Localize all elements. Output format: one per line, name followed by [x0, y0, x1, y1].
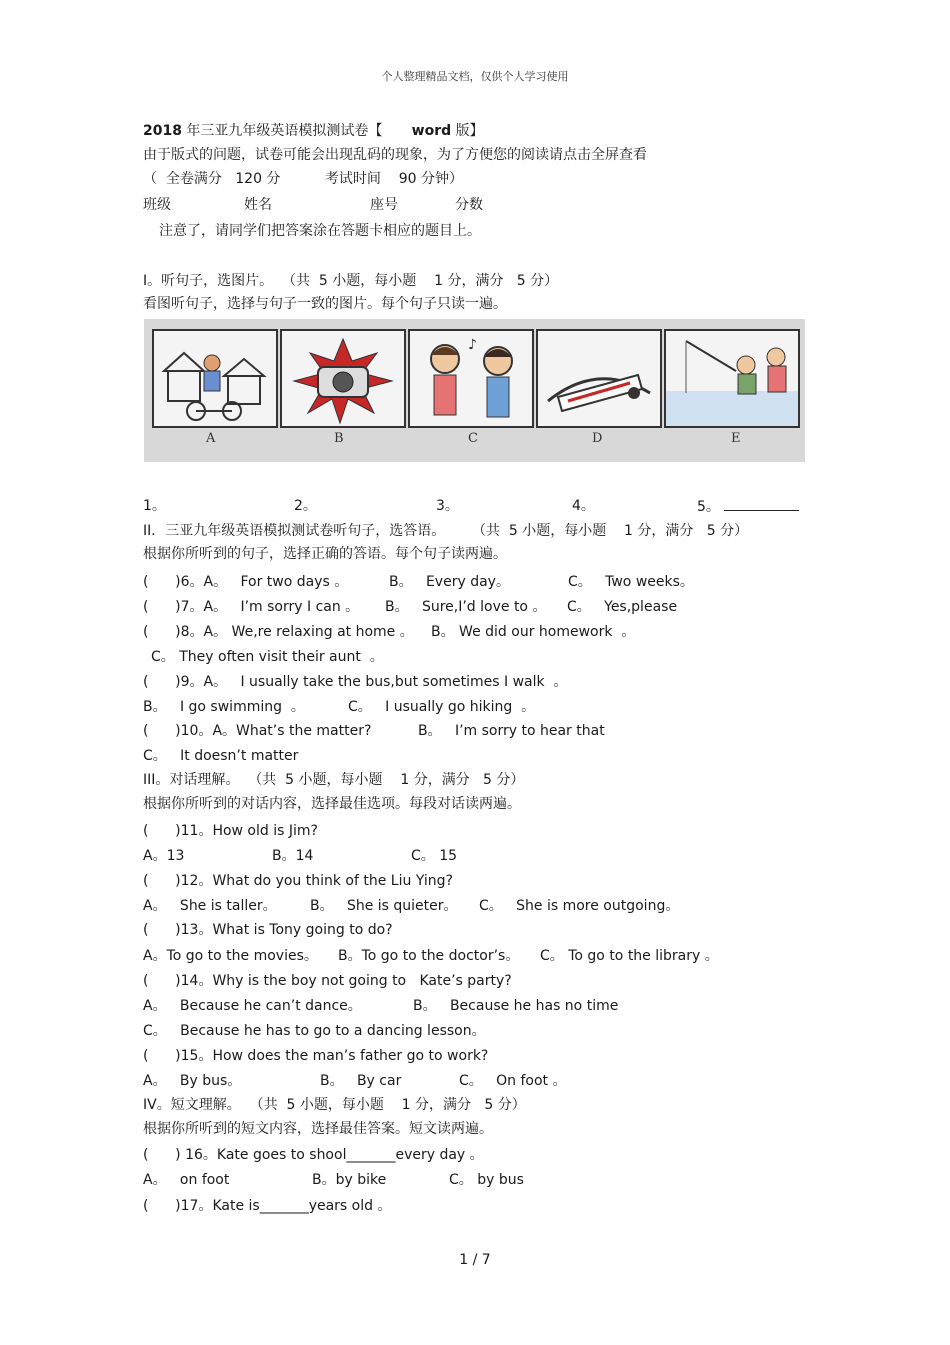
- q14: ( )14。Why is the boy not going to Kate’s party?: [143, 973, 512, 989]
- q13: ( )13。What is Tony going to do?: [143, 922, 393, 938]
- q13-option-c: C。 To go to the library 。: [540, 948, 719, 964]
- section2-instruction: 根据你所听到的句子，选择正确的答语。每个句子读两遍。: [143, 546, 507, 562]
- q11-option-c: C。 15: [411, 848, 458, 864]
- q12-option-b: B。 She is quieter。: [310, 898, 458, 914]
- picture-label-d: D: [592, 431, 603, 446]
- q13-option-a: A。To go to the movies。: [143, 948, 318, 964]
- field-class: 班级: [143, 197, 171, 213]
- q16-option-c: C。 by bus: [449, 1172, 524, 1188]
- q16-option-a: A。 on foot: [143, 1172, 230, 1188]
- q7-option-a: ( )7。A。 I’m sorry I can 。: [143, 599, 360, 615]
- picture-a-boy-on-bike: [152, 329, 278, 428]
- field-score: 分数: [455, 197, 483, 213]
- exam-info: （ 全卷满分 120 分 考试时间 90 分钟）: [143, 171, 463, 187]
- svg-text:♪: ♪: [468, 337, 477, 353]
- picture-c-girls-singing: [408, 329, 534, 428]
- picture-label-b: B: [334, 431, 344, 446]
- q11: ( )11。How old is Jim?: [143, 823, 318, 839]
- title-text: 年三亚九年级英语模拟测试卷【: [181, 123, 383, 139]
- q14-option-a: A。 Because he can’t dance。: [143, 998, 362, 1014]
- q10-option-c: C。 It doesn’t matter: [143, 748, 299, 764]
- q14-option-c: C。 Because he has to go to a dancing lesson。: [143, 1023, 486, 1039]
- q8-option-a: ( )8。A。 We,re relaxing at home 。: [143, 624, 414, 640]
- q7-option-c: C。 Yes,please: [567, 599, 678, 615]
- answer-blank-1: 1。: [143, 498, 166, 514]
- picture-b-camera: [280, 329, 406, 428]
- q11-option-b: B。14: [272, 848, 314, 864]
- title-word: word: [411, 123, 452, 139]
- q6-option-c: C。 Two weeks。: [568, 574, 694, 590]
- picture-d-train: [536, 329, 662, 428]
- q9-option-b: B。 I go swimming 。: [143, 699, 305, 715]
- title-year: 2018: [143, 123, 182, 139]
- section1-instruction: 看图听句子，选择与句子一致的图片。每个句子只读一遍。: [143, 296, 507, 312]
- q8-option-c: C。 They often visit their aunt 。: [151, 649, 384, 665]
- q11-option-a: A。13: [143, 848, 185, 864]
- q9-option-a: ( )9。A。 I usually take the bus,but sometimes I walk 。: [143, 674, 568, 690]
- q10-option-b: B。 I’m sorry to hear that: [418, 723, 605, 739]
- q9-option-c: C。 I usually go hiking 。: [348, 699, 536, 715]
- answer-blank-5-label: 5。: [697, 499, 720, 515]
- q16: ( ) 16。Kate goes to shool_______every day 。: [143, 1147, 484, 1163]
- q15-option-c: C。 On foot 。: [459, 1073, 567, 1089]
- q13-option-b: B。To go to the doctor’s。: [338, 948, 520, 964]
- q15-option-a: A。 By bus。: [143, 1073, 242, 1089]
- q12-option-c: C。 She is more outgoing。: [479, 898, 680, 914]
- section4-instruction: 根据你所听到的短文内容，选择最佳答案。短文读两遍。: [143, 1121, 493, 1137]
- q8-option-b: B。 We did our homework 。: [431, 624, 636, 640]
- page-number: 1 / 7: [459, 1252, 491, 1268]
- picture-label-a: A: [206, 431, 216, 446]
- section3-heading: III。对话理解。 （共 5 小题，每小题 1 分，满分 5 分）: [143, 772, 525, 788]
- page-header: 个人整理精品文档，仅供个人学习使用: [381, 70, 569, 83]
- section1-heading: I。听句子，选图片。 （共 5 小题，每小题 1 分，满分 5 分）: [143, 273, 559, 289]
- title-end: 版】: [451, 123, 484, 139]
- answer-blank-4: 4。: [572, 498, 595, 514]
- section3-instruction: 根据你所听到的对话内容，选择最佳选项。每段对话读两遍。: [143, 796, 521, 812]
- q14-option-b: B。 Because he has no time: [413, 998, 619, 1014]
- q12-option-a: A。 She is taller。: [143, 898, 277, 914]
- q12: ( )12。What do you think of the Liu Ying?: [143, 873, 453, 889]
- answer-blank-5-line: [724, 497, 799, 511]
- field-name: 姓名: [244, 197, 272, 213]
- picture-label-c: C: [468, 431, 478, 446]
- picture-label-e: E: [731, 431, 741, 446]
- q17: ( )17。Kate is_______years old 。: [143, 1198, 392, 1214]
- section4-heading: IV。短文理解。 （共 5 小题，每小题 1 分，满分 5 分）: [143, 1097, 526, 1113]
- q10-option-a: ( )10。A。What’s the matter?: [143, 723, 372, 739]
- answer-blank-2: 2。: [294, 498, 317, 514]
- answer-blank-5: [697, 497, 799, 516]
- q15-option-b: B。 By car: [320, 1073, 402, 1089]
- q15: ( )15。How does the man’s father go to work?: [143, 1048, 489, 1064]
- intro-note: 由于版式的问题，试卷可能会出现乱码的现象，为了方便您的阅读请点击全屏查看: [143, 147, 647, 163]
- notice: 注意了，请同学们把答案涂在答题卡相应的题目上。: [159, 223, 481, 239]
- picture-e-fishing: [664, 329, 800, 428]
- q7-option-b: B。 Sure,I’d love to 。: [385, 599, 547, 615]
- pictures-strip: [144, 319, 805, 462]
- answer-blank-3: 3。: [436, 498, 459, 514]
- exam-title: [143, 122, 484, 140]
- field-seat: 座号: [370, 197, 398, 213]
- section2-heading: II．三亚九年级英语模拟测试卷听句子，选答语。 （共 5 小题，每小题 1 分，满分 5 分）: [143, 523, 749, 539]
- q6-option-b: B。 Every day。: [389, 574, 510, 590]
- q6-option-a: ( )6。A。 For two days 。: [143, 574, 349, 590]
- q16-option-b: B。by bike: [312, 1172, 387, 1188]
